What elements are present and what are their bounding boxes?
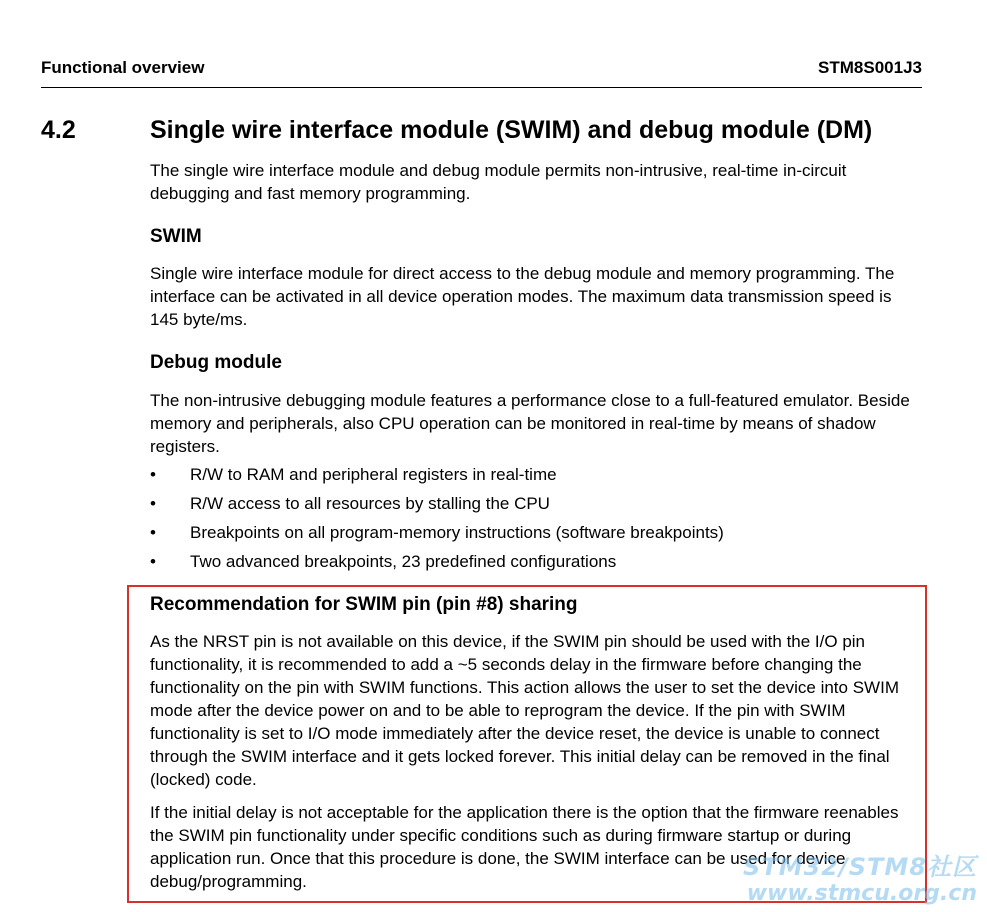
watermark-line-1: STM32/STM8社区 [743, 853, 977, 881]
bullet-icon: • [150, 552, 156, 571]
header-chapter-title: Functional overview [41, 58, 205, 77]
list-item-text: R/W to RAM and peripheral registers in real-time [190, 465, 557, 484]
section-intro: The single wire interface module and debug module permits non-intrusive, real-time in-circuit debugging and fast memory programming. [150, 161, 847, 203]
list-item-text: Two advanced breakpoints, 23 predefined configurations [190, 552, 617, 571]
site-watermark [743, 853, 977, 907]
list-item [150, 550, 920, 579]
list-item [150, 492, 920, 521]
bullet-icon: • [150, 465, 156, 484]
section-number: 4.2 [41, 116, 76, 144]
debug-module-heading: Debug module [150, 352, 282, 373]
list-item [150, 463, 920, 492]
swim-heading: SWIM [150, 226, 202, 247]
list-item-text: Breakpoints on all program-memory instructions (software breakpoints) [190, 523, 724, 542]
recommendation-paragraph-1: As the NRST pin is not available on this device, if the SWIM pin should be used with the I/O pin functionality, it is recommended to add a ~5 seconds delay in the firmware before changing the functionality on the pin with SWIM functions. This action allows the user to set the device into SWIM mode after the device power on and to be able to reprogram the device. If the pin with SWIM functionality is set to I/O mode immediately after the device reset, the device is unable to connect through the SWIM interface and it gets locked forever. This initial delay can be removed in the final (locked) code. [150, 632, 899, 789]
header-part-number: STM8S001J3 [818, 58, 922, 77]
debug-feature-list [150, 463, 920, 579]
recommendation-paragraph-2: If the initial delay is not acceptable for the application there is the option that the firmware reenables the SWIM pin functionality under specific conditions such as during firmware startup or during application run. Once that this procedure is done, the SWIM interface can be used for device debug/programming. [150, 803, 899, 891]
bullet-icon: • [150, 523, 156, 542]
section-title: Single wire interface module (SWIM) and debug module (DM) [150, 116, 873, 144]
swim-description: Single wire interface module for direct access to the debug module and memory programming. The interface can be activated in all device operation modes. The maximum data transmission speed is 145 byte/ms. [150, 264, 895, 329]
recommendation-title: Recommendation for SWIM pin (pin #8) sharing [150, 594, 578, 615]
watermark-line-2: www.stmcu.org.cn [746, 881, 977, 906]
bullet-icon: • [150, 494, 156, 513]
list-item-text: R/W access to all resources by stalling the CPU [190, 494, 550, 513]
debug-module-description: The non-intrusive debugging module features a performance close to a full-featured emulator. Beside memory and peripherals, also CPU operation can be monitored in real-time by means of shadow registers. [150, 391, 910, 456]
page-header [41, 57, 922, 88]
list-item [150, 521, 920, 550]
